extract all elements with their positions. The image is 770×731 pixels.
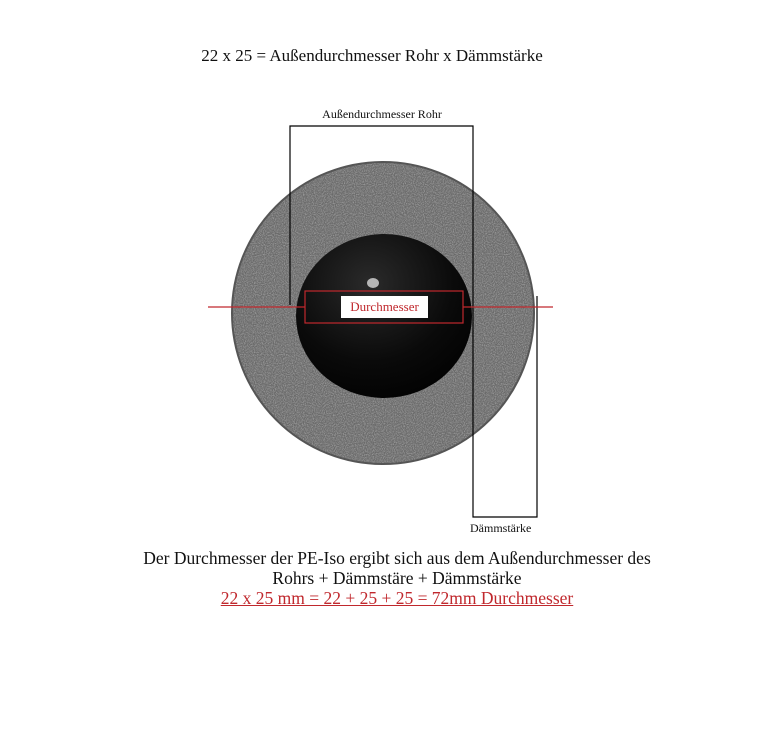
description-line-2: Rohrs + Dämmstäre + Dämmstärke bbox=[272, 568, 522, 588]
diameter-label: Durchmesser bbox=[341, 296, 428, 318]
insulation-thickness-label: Dämmstärke bbox=[470, 521, 532, 535]
outer-diameter-label: Außendurchmesser Rohr bbox=[322, 107, 442, 121]
description bbox=[0, 548, 770, 608]
formula: 22 x 25 mm = 22 + 25 + 25 = 72mm Durchmesser bbox=[220, 588, 574, 608]
description-line-1: Der Durchmesser der PE-Iso ergibt sich aus dem Außendurchmesser des bbox=[143, 548, 651, 568]
light-reflection bbox=[367, 278, 379, 288]
page-title: 22 x 25 = Außendurchmesser Rohr x Dämmstärke bbox=[201, 46, 543, 65]
